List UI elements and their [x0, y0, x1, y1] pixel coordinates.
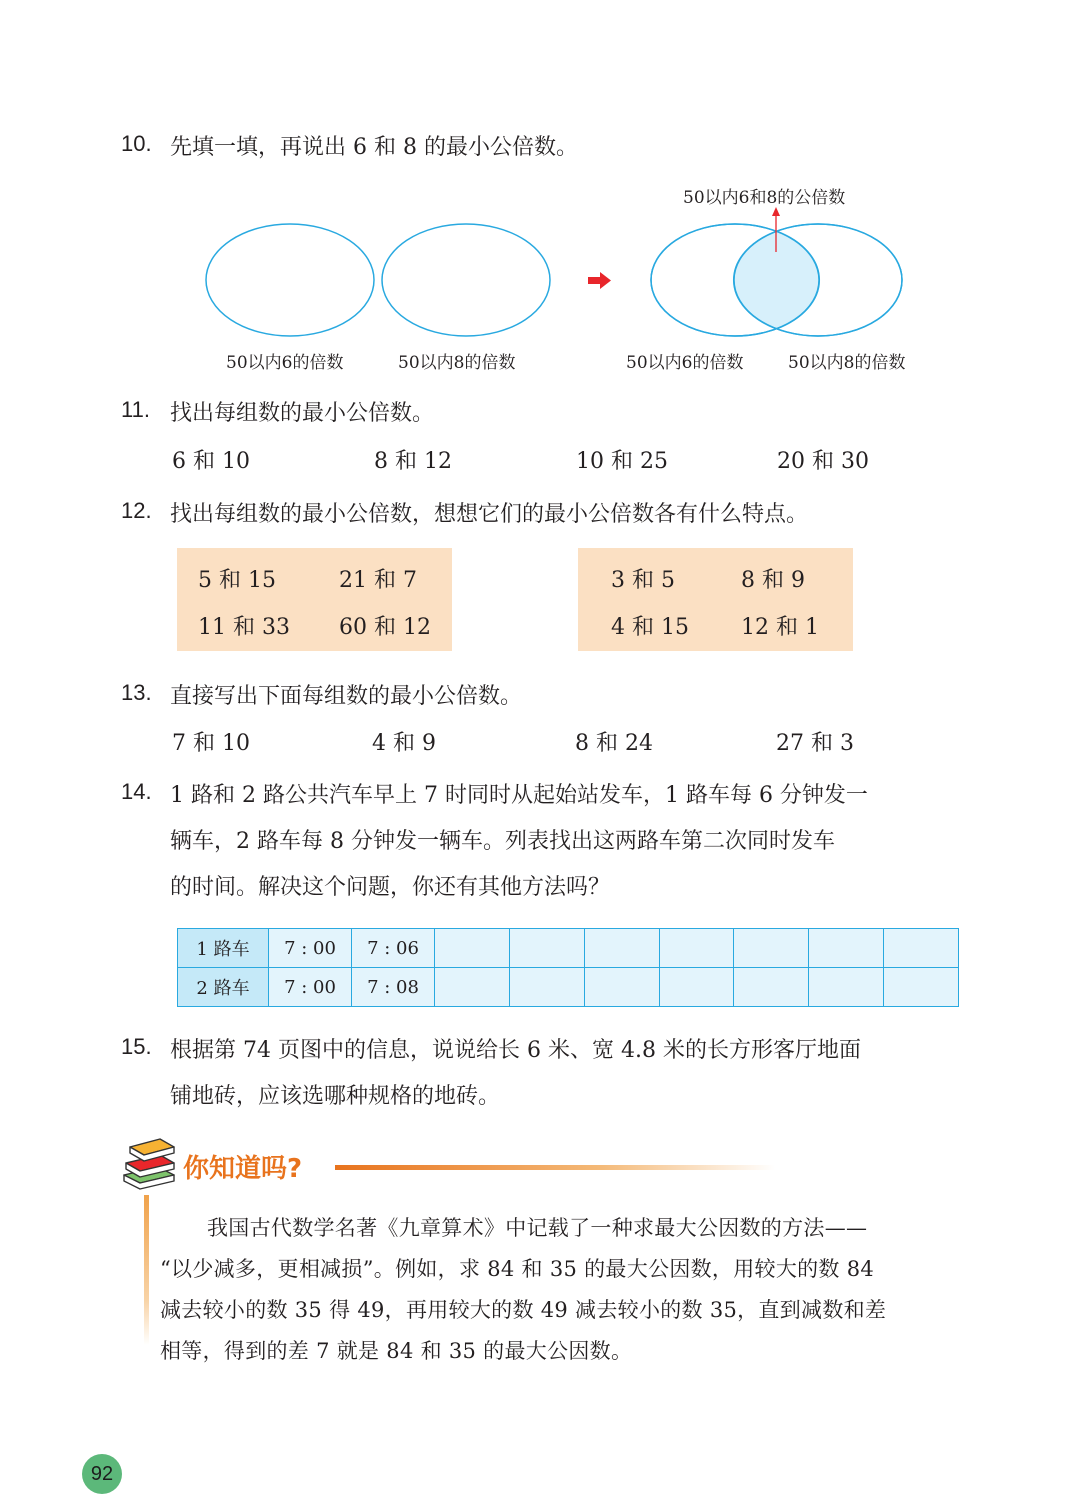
time-cell: 7 : 00 — [269, 929, 352, 968]
q14-line: 1 路和 2 路公共汽车早上 7 时同时从起始站发车，1 路车每 6 分钟发一 — [170, 783, 868, 808]
venn-diagrams — [190, 200, 930, 350]
q13-pair: 4 和 9 — [372, 731, 436, 756]
common-multiples-label: 50以内6和8的公倍数 — [683, 188, 846, 208]
q12-text: 找出每组数的最小公倍数，想想它们的最小公倍数各有什么特点。 — [170, 502, 809, 527]
empty-cell[interactable] — [435, 968, 510, 1007]
left-ellipse-8 — [382, 224, 550, 336]
empty-cell[interactable] — [809, 929, 884, 968]
know-line: 我国古代数学名著《九章算术》中记载了一种求最大公因数的方法—— — [207, 1216, 868, 1240]
table-row — [178, 929, 959, 968]
empty-cell[interactable] — [584, 968, 659, 1007]
q10-text: 先填一填，再说出 6 和 8 的最小公倍数。 — [170, 135, 578, 160]
arrow-right-icon — [588, 272, 611, 289]
q12-pair: 4 和 15 — [611, 615, 689, 640]
empty-cell[interactable] — [509, 929, 584, 968]
empty-cell[interactable] — [884, 929, 959, 968]
q11-pair: 8 和 12 — [374, 449, 452, 474]
row-label: 1 路车 — [178, 929, 269, 968]
q12-box-1 — [177, 548, 452, 651]
bus-schedule-table — [177, 928, 959, 1007]
time-cell: 7 : 08 — [352, 968, 435, 1007]
q12-pair: 5 和 15 — [198, 568, 276, 593]
know-line: 相等，得到的差 7 就是 84 和 35 的最大公因数。 — [160, 1339, 633, 1363]
side-bar — [143, 1195, 151, 1345]
title-underline — [335, 1164, 775, 1172]
q13-pair: 8 和 24 — [575, 731, 653, 756]
q13-text: 直接写出下面每组数的最小公倍数。 — [170, 684, 523, 709]
know-title: 你知道吗? — [183, 1154, 303, 1184]
q14-line: 辆车，2 路车每 8 分钟发一辆车。列表找出这两路车第二次同时发车 — [170, 829, 835, 854]
q12-pair: 21 和 7 — [339, 568, 417, 593]
q12-pair: 60 和 12 — [339, 615, 431, 640]
know-line: “以少减多，更相减损”。例如，求 84 和 35 的最大公因数，用较大的数 84 — [160, 1257, 875, 1281]
q13-number: 13. — [121, 680, 152, 705]
q12-box-2 — [578, 548, 853, 651]
empty-cell[interactable] — [734, 929, 809, 968]
q12-pair: 11 和 33 — [198, 615, 290, 640]
q12-pair: 8 和 9 — [741, 568, 805, 593]
know-line: 减去较小的数 35 得 49，再用较大的数 49 减去较小的数 35，直到减数和差 — [160, 1298, 887, 1322]
left-ellipse-6 — [206, 224, 374, 336]
q12-pair: 12 和 1 — [741, 615, 819, 640]
q11-pair: 6 和 10 — [172, 449, 250, 474]
q10-number: 10. — [121, 131, 152, 156]
right-label-8: 50以内8的倍数 — [788, 353, 906, 373]
q15-number: 15. — [121, 1034, 152, 1059]
row-label: 2 路车 — [178, 968, 269, 1007]
q11-text: 找出每组数的最小公倍数。 — [170, 401, 435, 426]
left-label-8: 50以内8的倍数 — [398, 353, 516, 373]
q14-number: 14. — [121, 779, 152, 804]
empty-cell[interactable] — [809, 968, 884, 1007]
empty-cell[interactable] — [509, 968, 584, 1007]
q12-number: 12. — [121, 498, 152, 523]
table-row — [178, 968, 959, 1007]
q15-line: 铺地砖，应该选哪种规格的地砖。 — [170, 1084, 501, 1109]
q11-number: 11. — [121, 397, 150, 422]
books-icon — [118, 1133, 180, 1191]
empty-cell[interactable] — [435, 929, 510, 968]
q11-pair: 20 和 30 — [777, 449, 869, 474]
q13-pair: 27 和 3 — [776, 731, 854, 756]
page-number: 92 — [82, 1454, 122, 1494]
empty-cell[interactable] — [584, 929, 659, 968]
q12-pair: 3 和 5 — [611, 568, 675, 593]
empty-cell[interactable] — [734, 968, 809, 1007]
right-label-6: 50以内6的倍数 — [626, 353, 744, 373]
q11-pair: 10 和 25 — [576, 449, 668, 474]
q15-line: 根据第 74 页图中的信息，说说给长 6 米、宽 4.8 米的长方形客厅地面 — [170, 1038, 861, 1063]
empty-cell[interactable] — [659, 929, 734, 968]
left-label-6: 50以内6的倍数 — [226, 353, 344, 373]
time-cell: 7 : 00 — [269, 968, 352, 1007]
empty-cell[interactable] — [884, 968, 959, 1007]
time-cell: 7 : 06 — [352, 929, 435, 968]
q13-pair: 7 和 10 — [172, 731, 250, 756]
empty-cell[interactable] — [659, 968, 734, 1007]
q14-line: 的时间。解决这个问题，你还有其他方法吗？ — [170, 875, 611, 900]
